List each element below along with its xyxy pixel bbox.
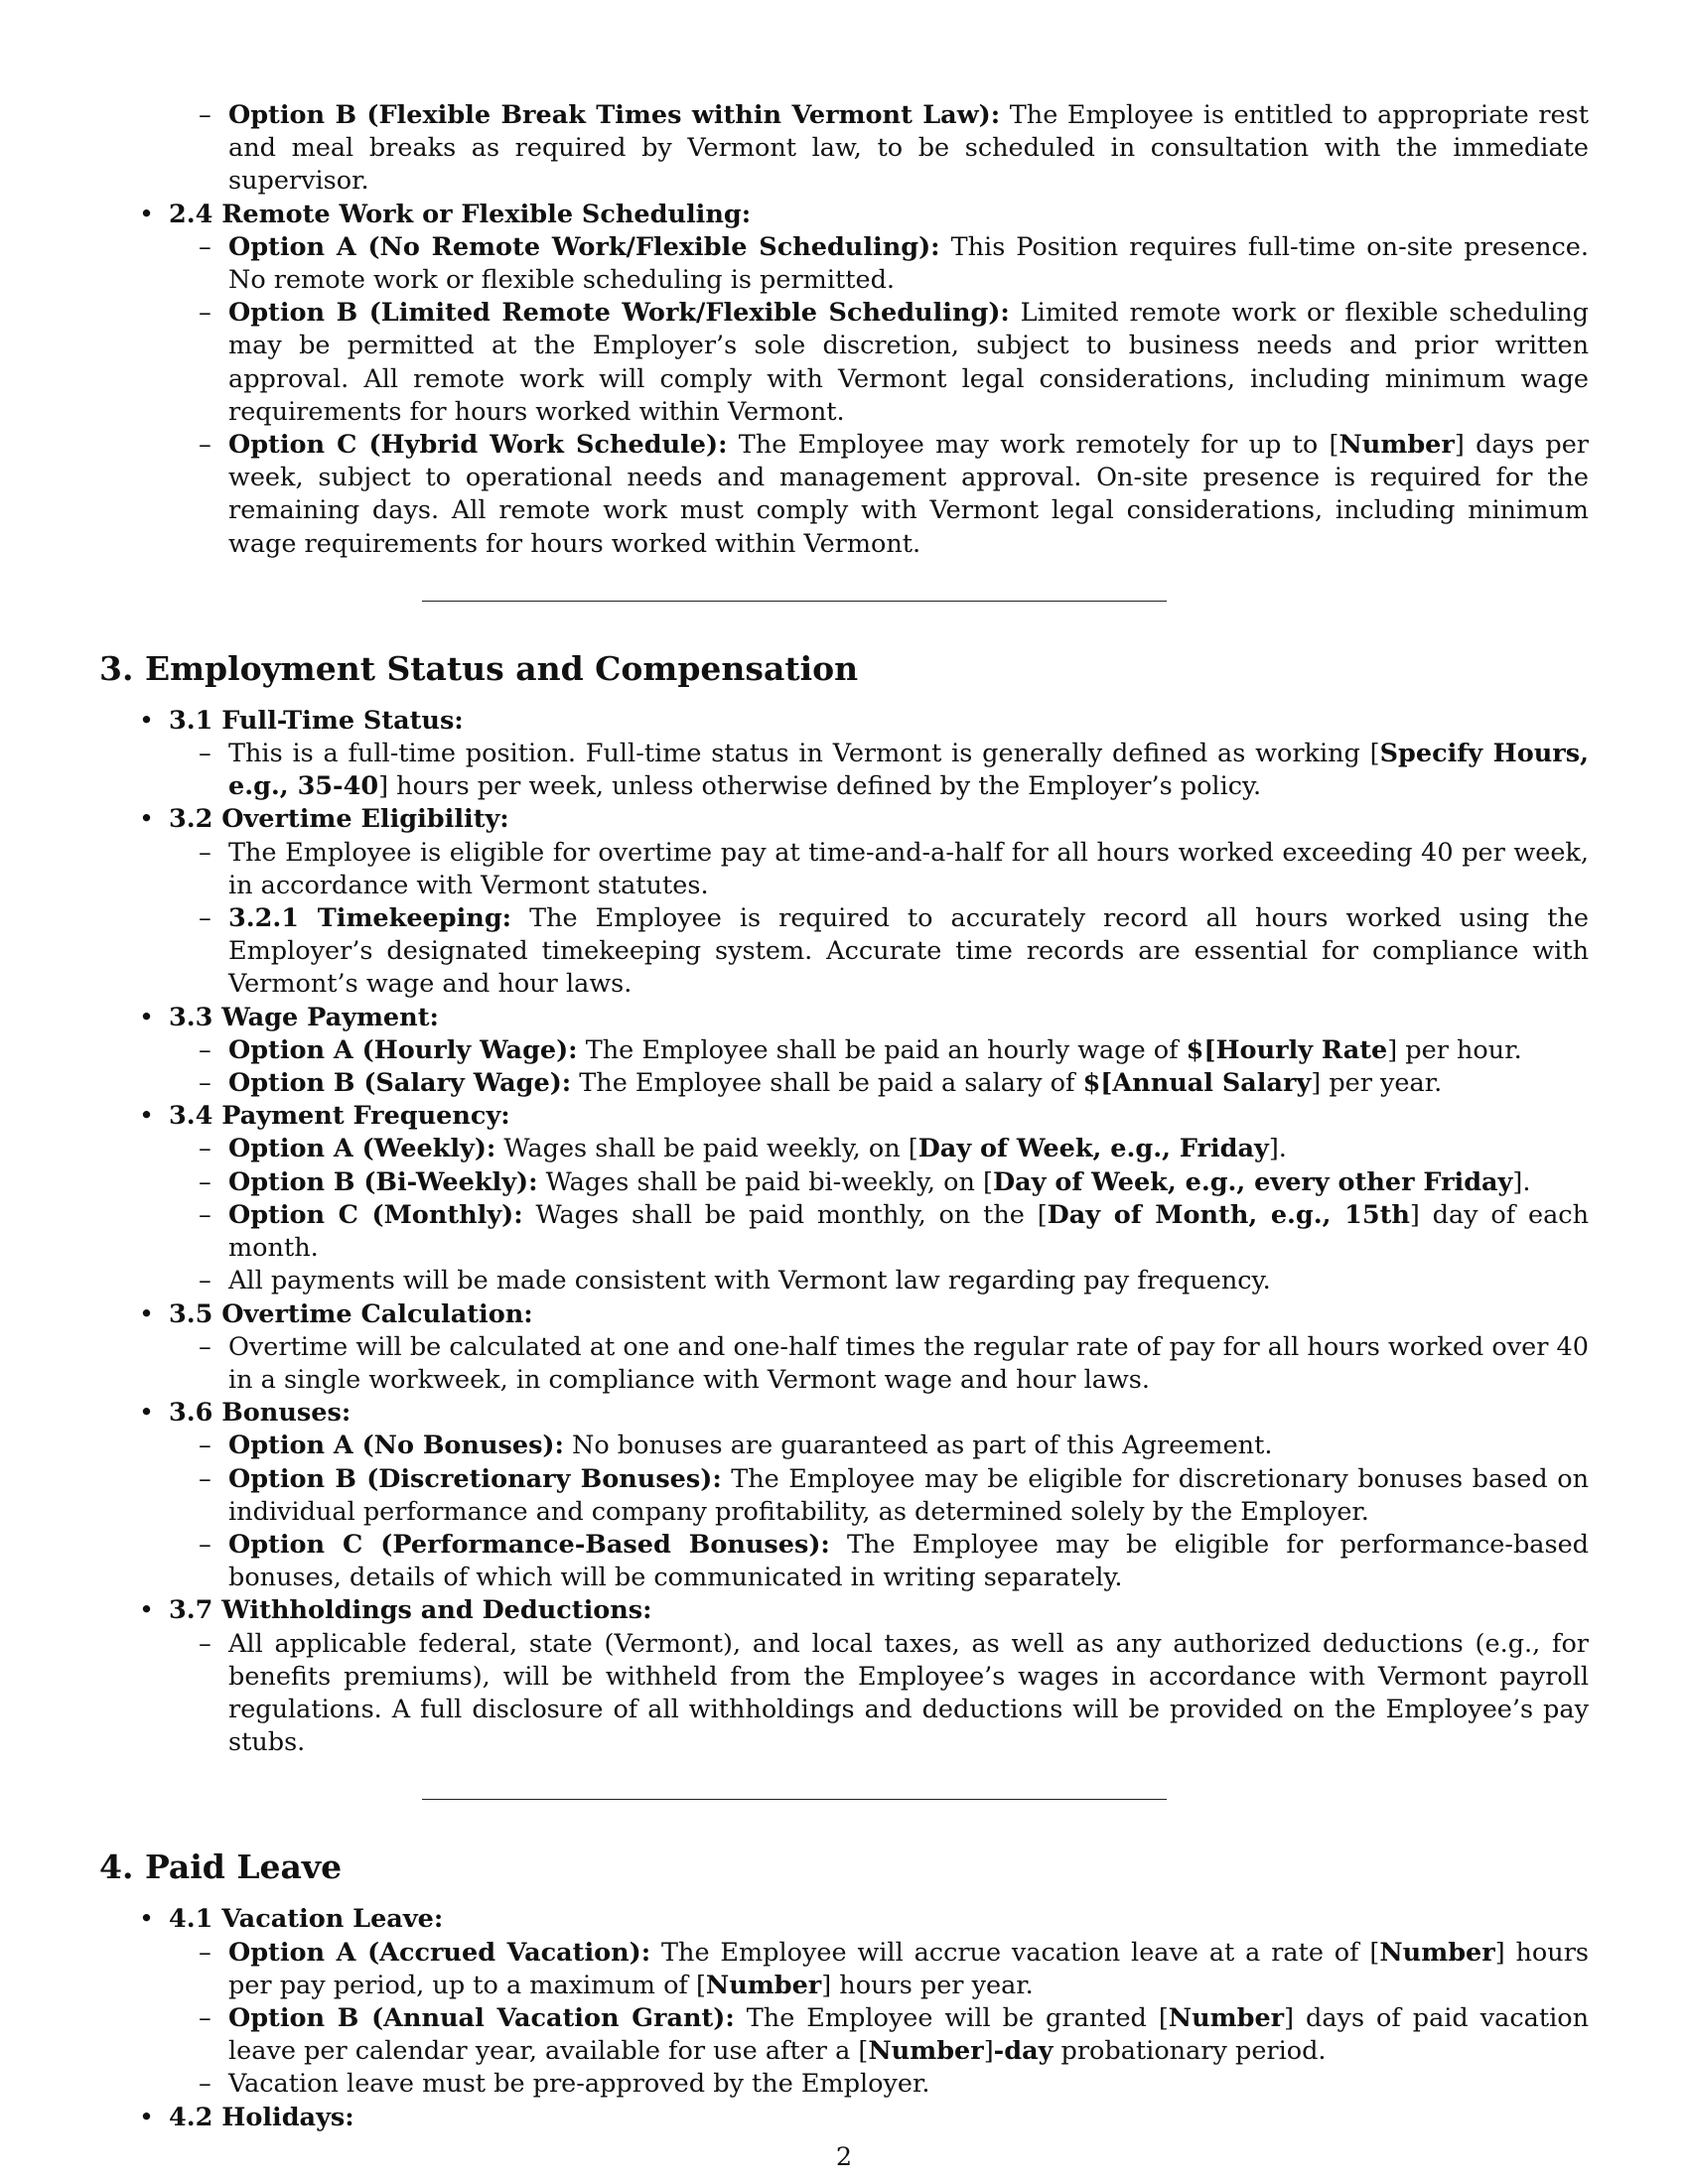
item-heading: 3.5 Overtime Calculation: bbox=[169, 1298, 533, 1329]
item-3-6 bbox=[99, 1397, 1589, 1594]
item-heading: 3.6 Bonuses: bbox=[169, 1398, 352, 1429]
option-label: Option A (No Remote Work/Flexible Scheduling): bbox=[228, 231, 940, 262]
item-heading: 3.7 Withholdings and Deductions: bbox=[169, 1595, 652, 1626]
option-a-no-remote bbox=[228, 231, 1589, 297]
option-label: Option A (Accrued Vacation): bbox=[228, 1937, 651, 1968]
option-b-annual-grant bbox=[228, 2002, 1589, 2068]
option-text: This Position requires full-time on-site presence. No remote work or flexible scheduling is permitted. bbox=[228, 231, 1589, 296]
section-3-heading: 3. Employment Status and Compensation bbox=[99, 648, 859, 688]
continued-item bbox=[99, 99, 1589, 199]
option-text: Limited remote work or flexible scheduling may be permitted at the Employer’s sole discretion, subject to business needs and prior written approval. All remote work will comply with Vermont legal considerations, including minimum wage requirements for hours worked within Vermont. bbox=[228, 298, 1589, 427]
placeholder-field: $[Annual Salary bbox=[1082, 1068, 1312, 1099]
option-text: The Employee will be granted [ bbox=[734, 2002, 1169, 2033]
option-text: probationary period. bbox=[1053, 2036, 1327, 2067]
placeholder-field: $[Hourly Rate bbox=[1186, 1034, 1388, 1065]
option-text: The Employee is entitled to appropriate rest and meal breaks as required by Vermont law, to be scheduled in consultation with the immediate supervisor. bbox=[228, 100, 1589, 197]
withholdings-text: – All applicable federal, state (Vermont), and local taxes, as well as any authorized deductions (e.g., for benefits premiums), will be withheld from the Employee’s wages in accordance with Vermont payroll regulations. A full disclosure of all withholdings and deductions will be provided on the Employee’s pay stubs. bbox=[228, 1628, 1589, 1760]
item-3-1-details bbox=[99, 738, 1589, 803]
item-3-7 bbox=[99, 1594, 1589, 1759]
option-b-biweekly bbox=[228, 1166, 1589, 1199]
option-label: Option B (Annual Vacation Grant): bbox=[228, 2002, 735, 2033]
item-3-1 bbox=[99, 705, 1589, 804]
text: This is a full-time position. Full-time status in Vermont is generally defined as working [ bbox=[228, 739, 1380, 769]
option-a-hourly bbox=[228, 1034, 1589, 1067]
placeholder-field: Specify Hours, e.g., 35-40 bbox=[228, 739, 1589, 802]
option-text: ] days per week, subject to operational needs and management approval. On-site presence is required for the remaining days. All remote work must comply with Vermont legal considerations, including minimum wage requirements for hours worked within Vermont. bbox=[228, 430, 1589, 559]
overtime-calculation-text: – Overtime will be calculated at one and one-half times the regular rate of pay for all hours worked over 40 in a single workweek, in compliance with Vermont wage and hour laws. bbox=[228, 1331, 1589, 1397]
option-text: ]. bbox=[1512, 1166, 1531, 1197]
item-3-6-options bbox=[99, 1430, 1589, 1594]
option-label: Option B (Flexible Break Times within Vermont Law): bbox=[228, 100, 1001, 130]
placeholder-field: -day bbox=[993, 2036, 1054, 2067]
section-4-heading: 4. Paid Leave bbox=[99, 1847, 343, 1887]
item-heading: 3.4 Payment Frequency: bbox=[169, 1101, 510, 1132]
item-heading: 3.1 Full-Time Status: bbox=[169, 705, 464, 736]
timekeeping-clause bbox=[228, 902, 1589, 1002]
option-a-no-bonuses bbox=[228, 1430, 1589, 1462]
item-4-1-options bbox=[99, 1937, 1589, 2102]
option-text: ] per hour. bbox=[1387, 1034, 1522, 1065]
placeholder-field: Number bbox=[1338, 430, 1455, 461]
option-text: ] bbox=[983, 2036, 994, 2067]
option-label: Option B (Discretionary Bonuses): bbox=[228, 1463, 722, 1494]
option-b-salary bbox=[228, 1067, 1589, 1100]
option-b-discretionary bbox=[228, 1463, 1589, 1529]
option-text: Wages shall be paid bi-weekly, on [ bbox=[537, 1166, 993, 1197]
option-label: Option A (Weekly): bbox=[228, 1134, 496, 1164]
placeholder-field: Number bbox=[868, 2036, 984, 2067]
option-text: The Employee may work remotely for up to [ bbox=[727, 430, 1339, 461]
item-3-5 bbox=[99, 1298, 1589, 1398]
option-label: 3.2.1 Timekeeping: bbox=[228, 903, 512, 934]
item-heading: 3.3 Wage Payment: bbox=[169, 1002, 439, 1032]
option-b-limited-remote bbox=[228, 297, 1589, 429]
placeholder-field: Number bbox=[705, 1970, 822, 2000]
placeholder-field: Number bbox=[1168, 2002, 1285, 2033]
full-time-text bbox=[228, 738, 1589, 803]
section-2-continued bbox=[99, 99, 1589, 561]
item-3-7-details bbox=[99, 1628, 1589, 1760]
placeholder-field: Day of Week, e.g., Friday bbox=[917, 1134, 1269, 1164]
option-text: The Employee will accrue vacation leave at a rate of [ bbox=[650, 1937, 1380, 1968]
page-number: 2 bbox=[835, 2142, 853, 2172]
placeholder-field: Day of Month, e.g., 15th bbox=[1047, 1199, 1410, 1230]
option-text: Wages shall be paid weekly, on [ bbox=[495, 1134, 918, 1164]
option-c-performance bbox=[228, 1529, 1589, 1594]
option-text: ] days of paid vacation leave per calendar year, available for use after a [ bbox=[228, 2002, 1589, 2067]
option-label: Option B (Salary Wage): bbox=[228, 1068, 572, 1099]
option-text: No bonuses are guaranteed as part of this Agreement. bbox=[563, 1431, 1273, 1461]
option-text: ] hours per year. bbox=[821, 1970, 1034, 2000]
item-4-1 bbox=[99, 1903, 1589, 2101]
overtime-eligibility-text: – The Employee is eligible for overtime pay at time-and-a-half for all hours worked exceeding 40 per week, in accordance with Vermont statutes. bbox=[228, 837, 1589, 902]
option-a-accrued bbox=[228, 1937, 1589, 2002]
option-text: The Employee is required to accurately record all hours worked using the Employer’s designated timekeeping system. Accurate time records are essential for compliance with Vermont’s wage and hour laws. bbox=[228, 903, 1589, 1000]
option-label: Option B (Limited Remote Work/Flexible Scheduling): bbox=[228, 298, 1010, 329]
pay-frequency-note: – All payments will be made consistent with Vermont law regarding pay frequency. bbox=[228, 1265, 1589, 1297]
item-3-4-options bbox=[99, 1133, 1589, 1297]
text: ] hours per week, unless otherwise defined by the Employer’s policy. bbox=[378, 771, 1262, 802]
option-text: The Employee may be eligible for discretionary bonuses based on individual performance and company profitability, as determined solely by the Employer. bbox=[228, 1463, 1589, 1527]
continued-options bbox=[99, 99, 1589, 199]
page-content bbox=[99, 99, 1589, 2134]
option-label: Option A (Hourly Wage): bbox=[228, 1034, 578, 1065]
section-3-list bbox=[99, 705, 1589, 1760]
item-3-2-details bbox=[99, 837, 1589, 1002]
section-divider bbox=[422, 1799, 1167, 1800]
option-text: ]. bbox=[1268, 1134, 1287, 1164]
option-c-hybrid bbox=[228, 429, 1589, 561]
item-3-3-options bbox=[99, 1034, 1589, 1100]
option-text: ] hours per pay period, up to a maximum of [ bbox=[228, 1937, 1589, 2000]
item-3-2 bbox=[99, 803, 1589, 1001]
option-label: Option A (No Bonuses): bbox=[228, 1431, 564, 1461]
section-4-list bbox=[99, 1903, 1589, 2133]
option-label: Option C (Hybrid Work Schedule): bbox=[228, 430, 728, 461]
option-a-weekly bbox=[228, 1133, 1589, 1165]
option-text: The Employee shall be paid an hourly wage of bbox=[577, 1034, 1187, 1065]
placeholder-field: Number bbox=[1379, 1937, 1495, 1968]
item-heading: 4.2 Holidays: bbox=[169, 2102, 354, 2132]
item-4-2 bbox=[99, 2102, 1589, 2134]
item-heading: 3.2 Overtime Eligibility: bbox=[169, 804, 509, 835]
option-text: Wages shall be paid monthly, on the [ bbox=[522, 1199, 1048, 1230]
option-text: The Employee may be eligible for performance-based bonuses, details of which will be communicated in writing separately. bbox=[228, 1529, 1590, 1593]
option-c-monthly bbox=[228, 1199, 1589, 1265]
option-label: Option C (Performance-Based Bonuses): bbox=[228, 1529, 830, 1560]
item-2-4 bbox=[99, 199, 1589, 561]
section-divider bbox=[422, 601, 1167, 602]
item-heading: 2.4 Remote Work or Flexible Scheduling: bbox=[169, 199, 752, 229]
item-2-4-options bbox=[99, 231, 1589, 561]
item-3-3 bbox=[99, 1002, 1589, 1101]
option-text: ] day of each month. bbox=[228, 1199, 1589, 1264]
option-text: The Employee shall be paid a salary of bbox=[571, 1068, 1083, 1099]
item-3-5-details bbox=[99, 1331, 1589, 1397]
option-label: Option B (Bi-Weekly): bbox=[228, 1166, 538, 1197]
option-label: Option C (Monthly): bbox=[228, 1199, 523, 1230]
vacation-preapproval-note: – Vacation leave must be pre-approved by the Employer. bbox=[228, 2068, 1589, 2101]
item-heading: 4.1 Vacation Leave: bbox=[169, 1904, 444, 1935]
option-b-break-times bbox=[228, 99, 1589, 199]
item-3-4 bbox=[99, 1100, 1589, 1297]
option-text: ] per year. bbox=[1311, 1068, 1443, 1099]
placeholder-field: Day of Week, e.g., every other Friday bbox=[992, 1166, 1513, 1197]
